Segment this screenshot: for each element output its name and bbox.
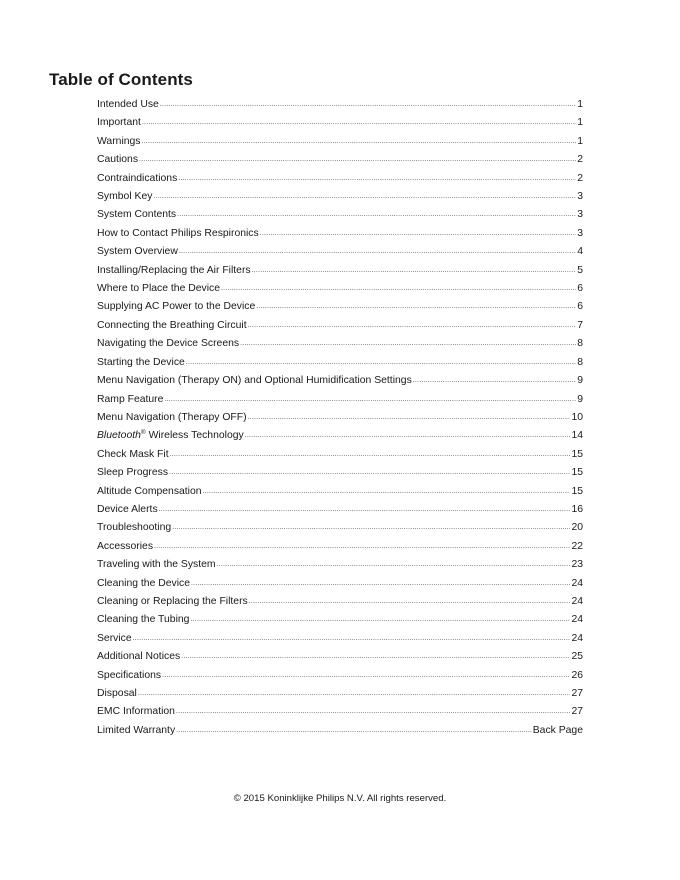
toc-page-number: 3 (577, 191, 583, 203)
toc-page-number: 8 (577, 338, 583, 350)
toc-entry-label: System Overview (97, 246, 178, 258)
toc-page-number: 26 (571, 669, 583, 681)
toc-entry-ramp-feature[interactable] (97, 391, 583, 409)
dot-leader (160, 95, 576, 114)
toc-entry-label: Warnings (97, 135, 141, 147)
toc-entry-label: Menu Navigation (Therapy OFF) (97, 411, 247, 423)
dot-leader (176, 702, 570, 721)
toc-entry-cleaning-filters[interactable] (97, 593, 583, 611)
toc-entry-breathing-circuit[interactable] (97, 317, 583, 335)
toc-page-number: 14 (571, 430, 583, 442)
dot-leader (186, 353, 576, 372)
dot-leader (170, 445, 571, 464)
toc-page-number: 20 (571, 522, 583, 534)
toc-entry-label: Limited Warranty (97, 724, 176, 736)
toc-page-number: 15 (571, 485, 583, 497)
toc-entry-device-alerts[interactable] (97, 501, 583, 519)
toc-entry-additional-notices[interactable] (97, 648, 583, 666)
toc-entry-cleaning-tubing[interactable] (97, 611, 583, 629)
toc-page-number: 9 (577, 375, 583, 387)
toc-page-number: 2 (577, 154, 583, 166)
toc-page-number: 3 (577, 227, 583, 239)
dot-leader (138, 684, 571, 703)
toc-entry-ac-power[interactable] (97, 298, 583, 316)
toc-entry-system-overview[interactable] (97, 243, 583, 261)
toc-page-number: 2 (577, 172, 583, 184)
toc-entry-label: Cautions (97, 154, 139, 166)
toc-entry-menu-therapy-off[interactable] (97, 409, 583, 427)
toc-list (97, 96, 583, 740)
registered-mark: ® (140, 429, 146, 437)
toc-entry-cautions[interactable] (97, 151, 583, 169)
dot-leader (142, 132, 577, 151)
bluetooth-brand: Bluetooth (97, 430, 141, 442)
dot-leader (169, 463, 570, 482)
toc-entry-emc-information[interactable] (97, 703, 583, 721)
toc-page-number: 10 (571, 411, 583, 423)
toc-page-number: 22 (571, 540, 583, 552)
dot-leader (203, 482, 571, 501)
toc-page-number: 16 (571, 503, 583, 515)
dot-leader (162, 666, 570, 685)
toc-page-number: 23 (571, 559, 583, 571)
dot-leader (221, 279, 576, 298)
dot-leader (142, 113, 576, 132)
toc-page-number: 5 (577, 264, 583, 276)
toc-entry-system-contents[interactable] (97, 206, 583, 224)
toc-entry-service[interactable] (97, 630, 583, 648)
toc-page-number: 27 (571, 706, 583, 718)
toc-entry-label: EMC Information (97, 706, 175, 718)
dot-leader (159, 500, 571, 519)
toc-entry-specifications[interactable] (97, 667, 583, 685)
dot-leader (172, 518, 570, 537)
toc-entry-altitude-compensation[interactable] (97, 483, 583, 501)
toc-page-number: 27 (571, 688, 583, 699)
dot-leader (256, 297, 576, 316)
toc-page-number: Back Page (532, 724, 583, 736)
dot-leader (249, 592, 571, 611)
toc-entry-label: Accessories (97, 540, 154, 552)
toc-entry-cleaning-device[interactable] (97, 575, 583, 593)
toc-entry-label: Cleaning the Device (97, 577, 190, 589)
toc-page-number: 7 (577, 319, 583, 331)
page-title: Table of Contents (49, 70, 193, 89)
toc-page-number: 6 (577, 283, 583, 295)
toc-entry-label: Service (97, 632, 132, 644)
dot-leader (252, 261, 577, 280)
toc-entry-label: How to Contact Philips Respironics (97, 227, 259, 239)
toc-entry-label: Altitude Compensation (97, 485, 202, 497)
toc-entry-label: Starting the Device (97, 356, 185, 368)
toc-entry-label: Installing/Replacing the Air Filters (97, 264, 251, 276)
toc-page-number: 8 (577, 356, 583, 368)
toc-entry-troubleshooting[interactable] (97, 519, 583, 537)
toc-entry-label: Symbol Key (97, 191, 153, 203)
toc-page-number: 1 (577, 99, 583, 110)
toc-entry-label (97, 427, 244, 445)
toc-entry-limited-warranty[interactable] (97, 722, 583, 740)
toc-entry-important[interactable] (97, 114, 583, 132)
toc-entry-label: Intended Use (97, 99, 159, 110)
dot-leader (413, 371, 576, 390)
toc-page-number: 15 (571, 467, 583, 479)
toc-page-number: 6 (577, 301, 583, 313)
toc-page-number: 4 (577, 246, 583, 258)
dot-leader (154, 537, 570, 556)
toc-entry-label: Additional Notices (97, 651, 181, 663)
dot-leader (260, 224, 577, 243)
toc-entry-label: Connecting the Breathing Circuit (97, 319, 247, 331)
toc-page-number: 24 (571, 595, 583, 607)
toc-page-number: 25 (571, 651, 583, 663)
toc-page-number: 24 (571, 632, 583, 644)
toc-page-number: 24 (571, 614, 583, 626)
toc-entry-label: Sleep Progress (97, 467, 169, 479)
toc-entry-label: Important (97, 117, 141, 129)
dot-leader (178, 169, 576, 188)
toc-entry-intended-use[interactable] (97, 96, 583, 114)
toc-entry-contact[interactable] (97, 225, 583, 243)
toc-entry-label: Menu Navigation (Therapy ON) and Optional Humidification Settings (97, 375, 412, 387)
toc-entry-check-mask-fit[interactable] (97, 446, 583, 464)
toc-entry-accessories[interactable] (97, 538, 583, 556)
toc-entry-label: Contraindications (97, 172, 178, 184)
dot-leader (248, 408, 571, 427)
dot-leader (176, 721, 532, 740)
toc-entry-bluetooth[interactable] (97, 427, 583, 445)
toc-entry-label-rest: Wireless Technology (145, 430, 244, 442)
toc-entry-disposal[interactable] (97, 685, 583, 703)
toc-entry-label: Cleaning or Replacing the Filters (97, 595, 248, 607)
toc-entry-sleep-progress[interactable] (97, 464, 583, 482)
dot-leader (217, 555, 571, 574)
dot-leader (245, 426, 571, 445)
toc-entry-label: Troubleshooting (97, 522, 172, 534)
toc-entry-label: Specifications (97, 669, 162, 681)
toc-entry-warnings[interactable] (97, 133, 583, 151)
toc-entry-label: Where to Place the Device (97, 283, 221, 295)
toc-entry-label: Check Mask Fit (97, 448, 169, 460)
toc-entry-label: Traveling with the System (97, 559, 216, 571)
dot-leader (179, 242, 576, 261)
toc-entry-label: Supplying AC Power to the Device (97, 301, 256, 313)
toc-page-number: 3 (577, 209, 583, 221)
toc-entry-label: Navigating the Device Screens (97, 338, 240, 350)
toc-page-number: 1 (577, 117, 583, 129)
dot-leader (139, 150, 576, 169)
toc-entry-air-filters[interactable] (97, 262, 583, 280)
toc-entry-contraindications[interactable] (97, 170, 583, 188)
toc-entry-starting-device[interactable] (97, 354, 583, 372)
toc-entry-menu-therapy-on[interactable] (97, 372, 583, 390)
dot-leader (240, 334, 576, 353)
toc-entry-label: Device Alerts (97, 503, 158, 515)
toc-entry-label: Ramp Feature (97, 393, 164, 405)
copyright-notice: © 2015 Koninklijke Philips N.V. All rights reserved. (233, 793, 447, 804)
dot-leader (164, 390, 576, 409)
toc-entry-label: System Contents (97, 209, 177, 221)
dot-leader (181, 647, 570, 666)
toc-entry-traveling[interactable] (97, 556, 583, 574)
dot-leader (248, 316, 577, 335)
dot-leader (153, 187, 576, 206)
toc-page-number: 15 (571, 448, 583, 460)
toc-entry-symbol-key[interactable] (97, 188, 583, 206)
dot-leader (133, 629, 571, 648)
toc-entry-device-placement[interactable] (97, 280, 583, 298)
dot-leader (190, 610, 570, 629)
toc-page-number: 1 (577, 135, 583, 147)
dot-leader (191, 574, 570, 593)
toc-page-number: 9 (577, 393, 583, 405)
toc-entry-label: Disposal (97, 688, 137, 699)
toc-entry-device-screens[interactable] (97, 335, 583, 353)
toc-entry-label: Cleaning the Tubing (97, 614, 190, 626)
dot-leader (177, 205, 576, 224)
toc-page-number: 24 (571, 577, 583, 589)
